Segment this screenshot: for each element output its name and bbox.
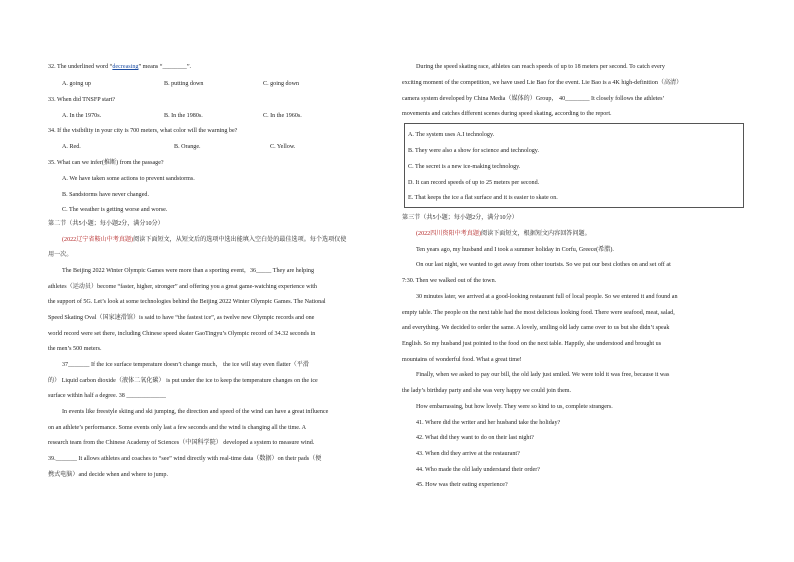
q34-option-c: C. Yellow. (270, 144, 296, 150)
passage-line: During the speed skating race, athletes can reach speeds of up to 18 meters per second. To catch every (416, 64, 665, 70)
q32-option-b: B. putting down (164, 81, 204, 87)
passage-line: 携式电脑）and decide when and where to jump. (48, 472, 168, 478)
option-c: C. The secret is a new ice-making technology. (408, 164, 521, 170)
passage-line: 30 minutes later, we arrived at a good-looking restaurant full of local people. So we entered it and found an (416, 294, 678, 300)
q34-option-b: B. Orange. (174, 144, 201, 150)
passage-line: On our last night, we wanted to get away from other tourists. So we put our best clothes on and set off at (416, 262, 671, 268)
underlined-word: decreasing (112, 64, 139, 70)
passage-line: world record were set there, including Chinese speed skater GaoTingyu’s Olympic record of 34.32 seconds in (48, 331, 316, 337)
instructions: (2022四川资阳中考真题)阅读下面短文，根据短文内容回答问题。 (416, 231, 591, 237)
passage-line: the lady’s birthday party and she was very happy we could join them. (402, 388, 572, 394)
passage-line: movements and catches different scenes during speed skating, according to the report. (402, 111, 612, 117)
passage-line: English. So my husband just pointed to the food on the next table. Happily, she understood and brought us (402, 341, 662, 347)
source-tag: (2022四川资阳中考真题) (416, 231, 481, 237)
passage-line: mountains of wonderful food. What a great time! (402, 357, 522, 363)
passage-line: In events like freestyle skiing and ski jumping, the direction and speed of the wind can have a great influence (62, 409, 329, 415)
passage-line: research team from the Chinese Academy of Sciences（中国科学院） developed a system to measure wind. (48, 440, 315, 446)
q32-option-a: A. going up (62, 81, 91, 87)
passage-line: the men’s 500 meters. (48, 346, 102, 352)
passage-line: Speed Skating Oval（国家速滑馆）is said to have “the fastest ice”, as twelve new Olympic records and one (48, 315, 315, 321)
section-title: 第二节（共5小题；每小题2分，满分10分） (48, 221, 164, 227)
section-title: 第三节（共5小题；每小题2分，满分10分） (402, 215, 518, 221)
q32-option-c: C. going down (263, 81, 300, 87)
passage-line: surface within half a degree. 38 _____________ (48, 393, 166, 399)
passage-line: athletes（运动员）become “faster, higher, stronger” and offering you a great game-watching experience with (48, 284, 317, 290)
q33-option-c: C. In the 1960s. (263, 113, 302, 119)
passage-line: Finally, when we asked to pay our bill, the old lady just smiled. We were told it was free, because it was (416, 372, 670, 378)
passage-line: exciting moment of the competition, we have used Lie Bao for the event. Lie Bao is a 4K high-definition（高清） (402, 80, 683, 86)
passage-line: the support of 5G. Let’s look at some technologies behind the Beijing 2022 Winter Olympic Games. The National (48, 299, 326, 305)
passage-line: The Beijing 2022 Winter Olympic Games were more than a sporting event，36_____ They are helping (62, 268, 315, 274)
question-35: 35. What can we infer(推断) from the passage? (48, 160, 164, 166)
question-32: 32. The underlined word “decreasing” means “________”. (48, 64, 192, 70)
passage-line: Ten years ago, my husband and I took a summer holiday in Corfu, Greece(希腊). (416, 247, 614, 253)
q35-option-a: A. We have taken some actions to prevent sandstorms. (62, 176, 195, 182)
passage-line: 的） Liquid carbon dioxide（液体二氧化碳） is put under the ice to keep the temperature changes on the ice (48, 378, 318, 384)
passage-line: 39._______ It allows athletes and coaches to “see” wind directly with real-time data（数据）on their pads（便 (48, 456, 322, 462)
option-a: A. The system uses A.I technology. (408, 132, 495, 138)
question-33: 33. When did TNSFP start? (48, 97, 116, 103)
source-tag: (2022辽宁省鞍山中考真题) (62, 237, 134, 243)
instructions-cont: 用一次。 (48, 252, 73, 258)
question-34: 34. If the visibility in your city is 700 meters, what color will the warning be? (48, 128, 238, 134)
q35-option-c: C. The weather is getting worse and worse. (62, 207, 168, 213)
q35-option-b: B. Sandstorms have never changed. (62, 192, 149, 198)
q33-option-a: A. In the 1970s. (62, 113, 102, 119)
question-41: 41. Where did the writer and her husband take the holiday? (416, 420, 561, 426)
option-b: B. They were also a show for science and technology. (408, 148, 539, 154)
question-42: 42. What did they want to do on their last night? (416, 435, 534, 441)
passage-line: empty table. The people on the next table had the most delicious looking food. There were seafood, meat, salad, (402, 310, 675, 316)
q34-option-a: A. Red. (62, 144, 81, 150)
question-43: 43. When did they arrive at the restaurant? (416, 451, 520, 457)
question-44: 44. Who made the old lady understand their order? (416, 467, 540, 473)
q33-option-b: B. In the 1980s. (164, 113, 203, 119)
passage-line: on an athlete’s performance. Some events only last a few seconds and the wind is changing all the time. A (48, 425, 307, 431)
passage-line: and everything. We decided to order the same. A lovely, smiling old lady came over to us but she didn’t speak (402, 325, 670, 331)
option-d: D. It can record speeds of up to 25 meters per second. (408, 180, 540, 186)
passage-line: camera system developed by China Media（媒体的）Group， 40________ It closely follows the athletes’ (402, 96, 665, 102)
passage-line: 7:30. Then we walked out of the town. (402, 278, 497, 284)
question-45: 45. How was their eating experience? (416, 482, 508, 488)
passage-line: How embarrassing, but how lovely. They were so kind to us, complete strangers. (416, 404, 613, 410)
passage-line: 37_______ If the ice surface temperature doesn’t change much， the ice will stay even flatter（平滑 (62, 362, 309, 368)
instructions: (2022辽宁省鞍山中考真题)阅读下面短文，从短文后的选项中选出能填入空白处的最佳选项。每个选项仅使 (62, 237, 347, 243)
option-e: E. That keeps the ice a flat surface and it is easier to skate on. (408, 195, 558, 201)
